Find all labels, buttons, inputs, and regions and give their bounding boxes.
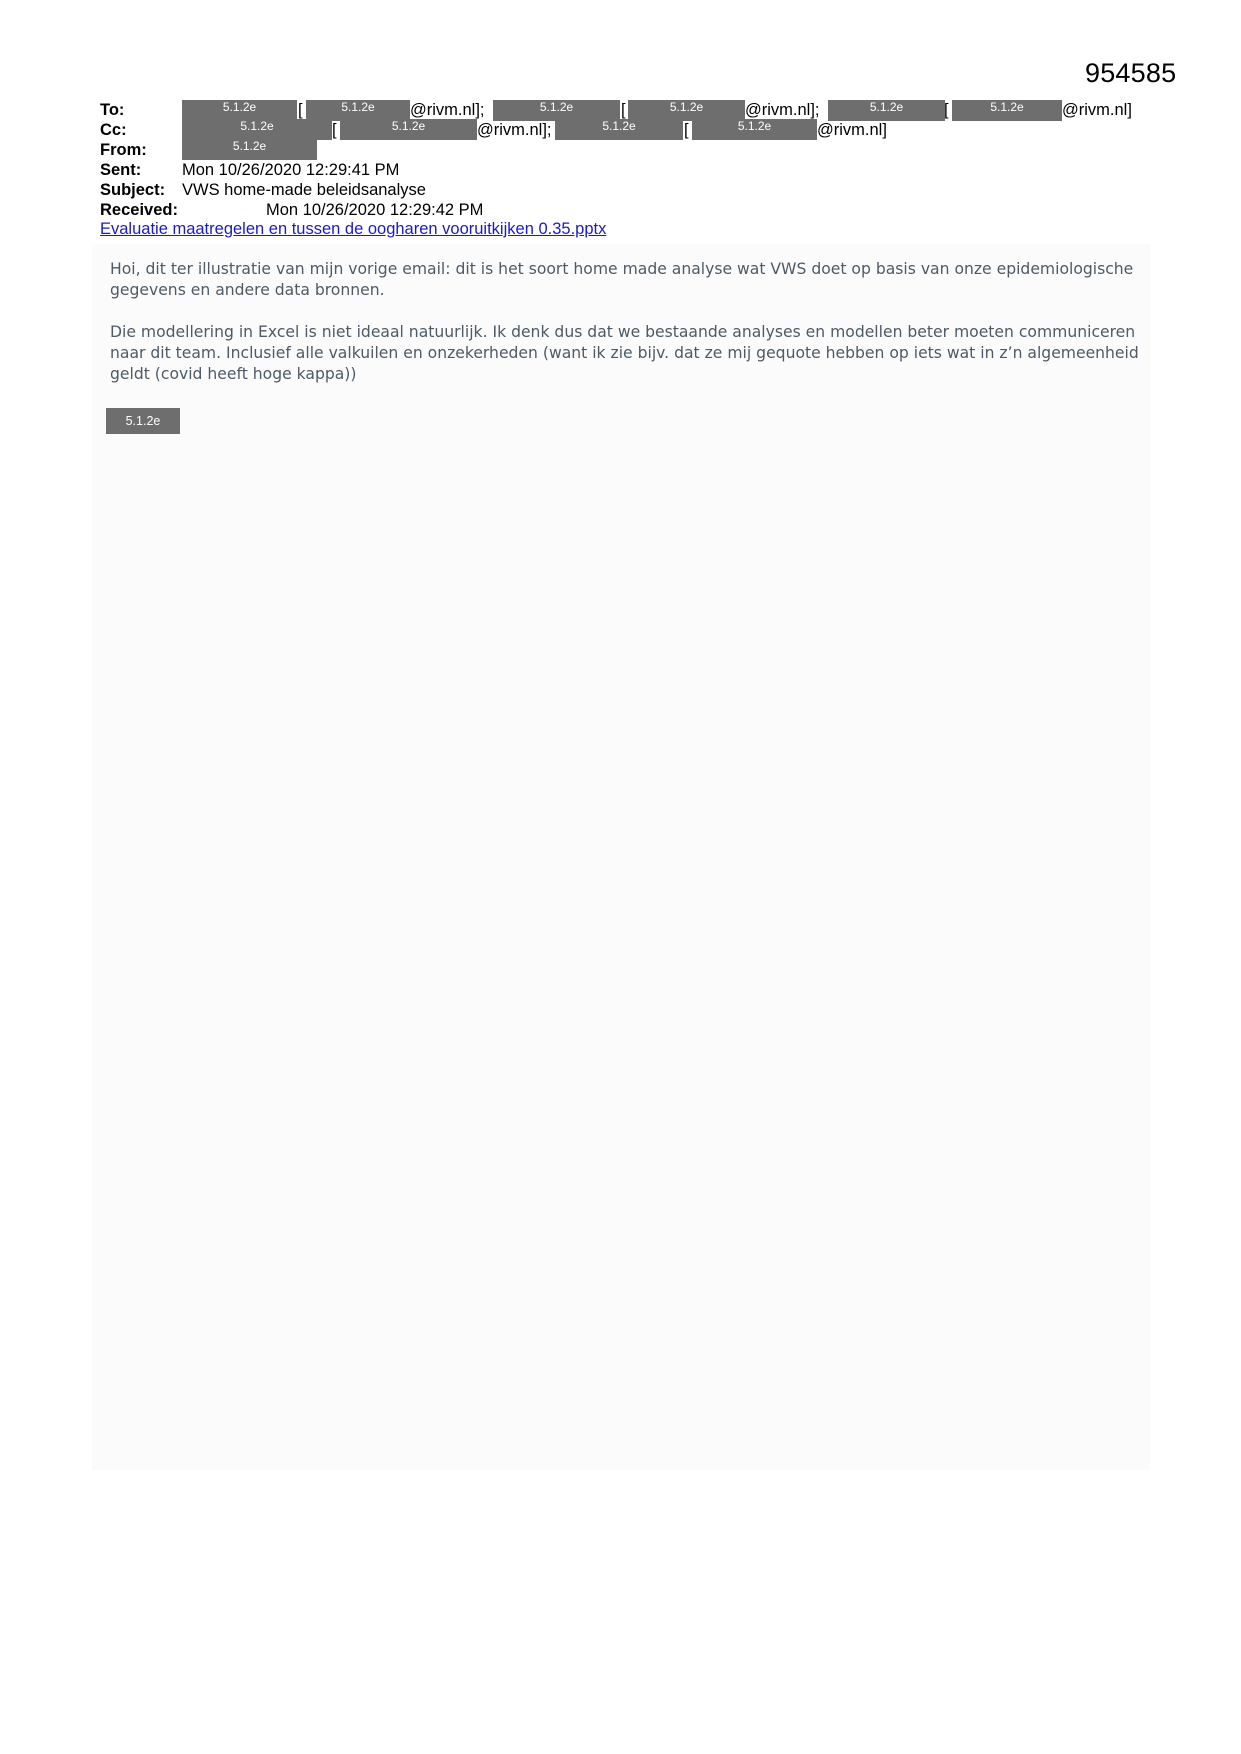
subject-value: VWS home-made beleidsanalyse bbox=[182, 181, 426, 199]
body-paragraph: Die modellering in Excel is niet ideaal natuurlijk. Ik denk dus dat we bestaande analyses en modellen beter moeten communiceren naar dit team. Inclusief alle valkuilen en onzekerheden (want ik zie bijv. dat ze mij gequote hebben op iets wat in z’n algemeenheid geldt (covid heeft hoge kappa)) bbox=[110, 323, 1139, 383]
redaction-box: 5.1.2e bbox=[182, 119, 332, 140]
cc-row bbox=[100, 120, 1160, 140]
received-value: Mon 10/26/2020 12:29:42 PM bbox=[266, 201, 484, 219]
email-domain-text: @rivm.nl]; bbox=[477, 121, 552, 139]
from-row bbox=[100, 140, 1160, 160]
from-label: From: bbox=[100, 141, 147, 159]
bracket-text: [ bbox=[944, 101, 949, 119]
email-domain-text: @rivm.nl] bbox=[1062, 101, 1132, 119]
received-row bbox=[100, 200, 1160, 220]
cc-label: Cc: bbox=[100, 121, 127, 139]
sent-label: Sent: bbox=[100, 161, 142, 179]
redaction-box: 5.1.2e bbox=[555, 119, 683, 140]
received-label: Received: bbox=[100, 201, 178, 219]
redaction-box: 5.1.2e bbox=[306, 100, 410, 121]
document-number: 954585 bbox=[1085, 58, 1177, 88]
email-domain-text: @rivm.nl] bbox=[817, 121, 887, 139]
bracket-text: [ bbox=[621, 101, 626, 119]
bracket-text: [ bbox=[332, 121, 337, 139]
redaction-box: 5.1.2e bbox=[493, 100, 620, 121]
redaction-box: 5.1.2e bbox=[828, 100, 945, 121]
message-body-panel bbox=[92, 244, 1150, 1470]
to-row bbox=[100, 100, 1160, 120]
redaction-box: 5.1.2e bbox=[182, 100, 297, 121]
to-label: To: bbox=[100, 101, 125, 119]
sent-value: Mon 10/26/2020 12:29:41 PM bbox=[182, 161, 400, 179]
sent-row bbox=[100, 160, 1160, 180]
subject-label: Subject: bbox=[100, 181, 166, 199]
redaction-box: 5.1.2e bbox=[182, 139, 317, 160]
redaction-box: 5.1.2e bbox=[340, 119, 477, 140]
bracket-text: [ bbox=[684, 121, 689, 139]
subject-row bbox=[100, 180, 1160, 200]
message-body bbox=[110, 259, 1140, 406]
email-header bbox=[100, 100, 1160, 220]
redaction-box: 5.1.2e bbox=[628, 100, 745, 121]
email-domain-text: @rivm.nl]; bbox=[410, 101, 485, 119]
redaction-box: 5.1.2e bbox=[952, 100, 1062, 121]
bracket-text: [ bbox=[298, 101, 303, 119]
redaction-box: 5.1.2e bbox=[692, 119, 817, 140]
email-domain-text: @rivm.nl]; bbox=[745, 101, 820, 119]
signature-redaction: 5.1.2e bbox=[106, 408, 180, 434]
body-paragraph: Hoi, dit ter illustratie van mijn vorige email: dit is het soort home made analyse wat VWS doet op basis van onze epidemiologische gegevens en andere data bronnen. bbox=[110, 260, 1134, 299]
attachment-link[interactable]: Evaluatie maatregelen en tussen de oogharen vooruitkijken 0.35.pptx bbox=[100, 220, 607, 238]
